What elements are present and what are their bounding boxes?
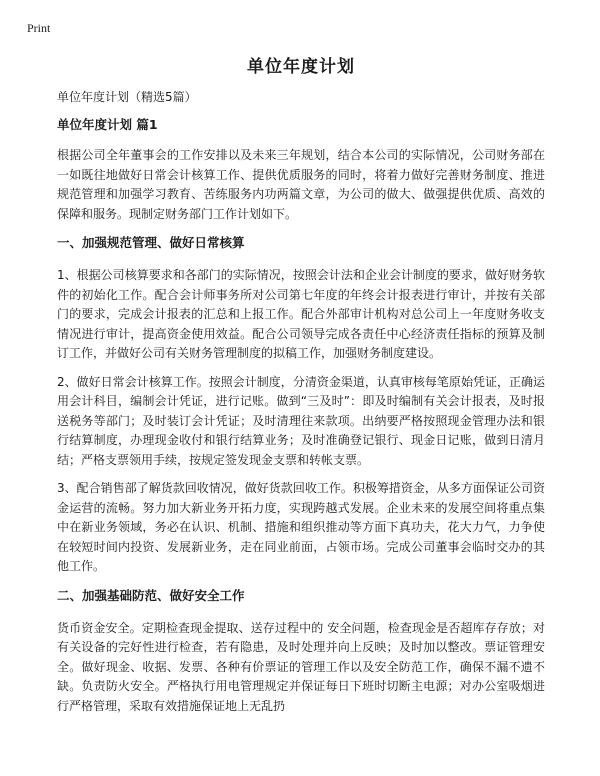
chapter-title: 单位年度计划 篇1	[57, 117, 158, 132]
section-2-heading: 二、加强基础防范、做好安全工作	[57, 587, 245, 603]
document-page	[57, 50, 545, 716]
section-2-paragraph-1: 货币资金安全。定期检查现金提取、送存过程中的 安全问题，检查现金是否超库存存放；对有关设备的完好性进行检查，若有隐患，及时处理并向上反映；及时加以整改。票证管理安全。做好现金、收据、发票、各种有价票证的管理工作以及安全防范工作，确保不漏不遗不缺。负责防火安全。严格执行用电管理规定并保证每日下班时切断主电源；对办公室吸烟进行严格管理，采取有效措施保证地上无乱扔	[57, 620, 545, 713]
section-1-paragraph-2: 2、做好日常会计核算工作。按照会计制度，分清资金渠道，认真审核每笔原始凭证，正确运用会计科目，编制会计凭证，进行记账。做到“三及时”：即及时编制有关会计报表，及时报送税务等部门；及时装订会计凭证；及时清理往来款项。出纳要严格按照现金管理办法和银行结算制度，办理现金收付和银行结算业务；及时准确登记银行、现金日记账，做到日清月结；严格支票领用手续，按规定签发现金支票和转帐支票。	[57, 374, 545, 467]
section-1-heading: 一、加强规范管理、做好日常核算	[57, 235, 245, 250]
section-1-paragraph-1: 1、根据公司核算要求和各部门的实际情况，按照会计法和企业会计制度的要求，做好财务软件的初始化工作。配合会计师事务所对公司第七年度的年终会计报表进行审计，并按有关部门的要求，完成会计报表的汇总和上报工作。配合外部审计机构对总公司上一年度财务收支情况进行审计，提高资金使用效益。配合公司领导完成各责任中心经济责任指标的预算及制订工作，并做好公司有关财务管理制度的拟稿工作，加强财务制度建设。	[57, 268, 545, 360]
section-1-paragraph-3: 3、配合销售部了解货款回收情况，做好货款回收工作。积极筹措资金，从多方面保证公司资金运营的流畅。努力加大新业务开拓力度，实现跨越式发展。企业未来的发展空间将重点集中在新业务领域，务必在认识、机制、措施和组织推动等方面下真功夫，花大力气，力争使在较短时间内投资、发展新业务，走在同业前面，占领市场。完成公司董事会临时交办的其他工作。	[57, 481, 545, 573]
document-subtitle: 单位年度计划（精选5篇）	[57, 90, 197, 104]
intro-paragraph: 根据公司全年董事会的工作安排以及未来三年规划，结合本公司的实际情况，公司财务部在一如既往地做好日常会计核算工作、提供优质服务的同时，将着力做好完善财务制度、推进规范管理和加强学习教育、苦练服务内功两篇文章，为公司的做大、做强提供优质、高效的保障和服务。现制定财务部门工作计划如下。	[57, 148, 545, 221]
print-link[interactable]: Print	[27, 21, 51, 35]
document-title: 单位年度计划	[247, 57, 355, 77]
